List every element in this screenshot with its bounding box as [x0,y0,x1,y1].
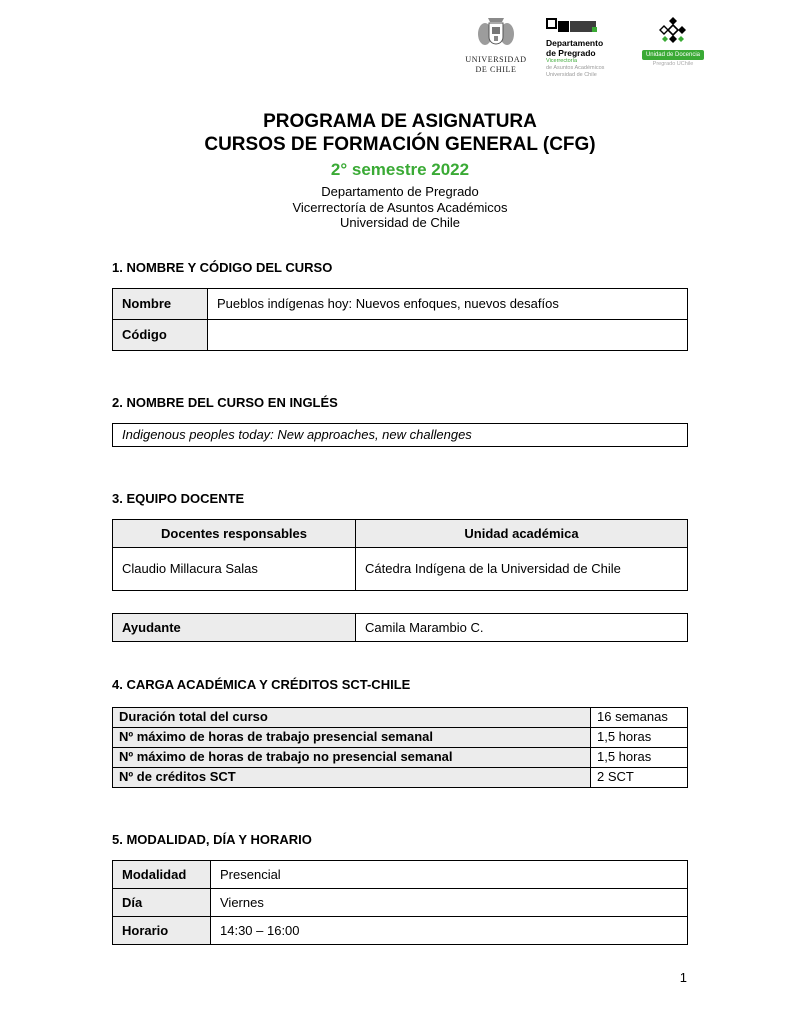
table-row [113,747,688,767]
assistant-label: Ayudante [113,613,356,641]
pregrado-logo [546,14,626,79]
pregrado-logo-sub1: Vicerrectoría [546,58,578,64]
row-label-creditos: Nº de créditos SCT [113,767,591,787]
row-value-modalidad: Presencial [211,860,688,888]
docencia-logo [640,14,706,68]
english-name-value: Indigenous peoples today: New approaches, new challenges [113,423,688,446]
course-name-code-table [112,288,688,351]
table-row [113,888,688,916]
row-value-creditos: 2 SCT [591,767,688,787]
docencia-diamonds-icon [655,16,691,48]
table-row [113,860,688,888]
uchile-crest-icon [475,14,517,52]
docencia-logo-badge: Unidad de Docencia [642,50,704,60]
section-4-heading: 4. CARGA ACADÉMICA Y CRÉDITOS SCT-CHILE [112,676,411,692]
document-title-line2: CURSOS DE FORMACIÓN GENERAL (CFG) [204,134,596,155]
subtitle-university: Universidad de Chile [340,215,460,230]
row-label-nombre: Nombre [113,288,208,319]
row-label-horario: Horario [113,916,211,944]
uchile-logo-text: UNIVERSIDAD DE CHILE [465,55,527,74]
pregrado-logo-sub2: de Asuntos Académicos [546,65,605,71]
section-5-heading: 5. MODALIDAD, DÍA Y HORARIO [112,831,312,847]
header-logos [460,14,706,79]
pregrado-logo-sub3: Universidad de Chile [546,72,597,78]
english-name-table [112,423,688,447]
row-value-codigo [208,319,688,350]
row-value-presencial: 1,5 horas [591,727,688,747]
row-label-presencial: Nº máximo de horas de trabajo presencial semanal [113,727,591,747]
row-value-duracion: 16 semanas [591,707,688,727]
table-row [113,319,688,350]
column-header-unidad: Unidad académica [356,519,688,547]
section-2-heading: 2. NOMBRE DEL CURSO EN INGLÉS [112,394,338,410]
row-value-nombre: Pueblos indígenas hoy: Nuevos enfoques, nuevos desafíos [208,288,688,319]
row-label-duracion: Duración total del curso [113,707,591,727]
row-value-horario: 14:30 – 16:00 [211,916,688,944]
subtitle-vicerrectoria: Vicerrectoría de Asuntos Académicos [292,199,508,215]
table-row [113,613,688,641]
docente-unit: Cátedra Indígena de la Universidad de Chile [356,547,688,590]
row-value-dia: Viernes [211,888,688,916]
table-header-row [113,519,688,547]
row-label-modalidad: Modalidad [113,860,211,888]
teaching-team-table [112,519,688,591]
table-row [113,707,688,727]
column-header-docentes: Docentes responsables [113,519,356,547]
docente-name: Claudio Millacura Salas [113,547,356,590]
row-label-codigo: Código [113,319,208,350]
section-3-heading: 3. EQUIPO DOCENTE [112,490,245,506]
pregrado-logo-title: Departamento de Pregrado [546,38,604,58]
row-label-no-presencial: Nº máximo de horas de trabajo no presencial semanal [113,747,591,767]
page-number: 1 [679,970,687,985]
semester-label: 2° semestre 2022 [330,160,470,179]
docencia-logo-sub: Pregrado UChile [652,61,694,67]
table-row [113,727,688,747]
table-row [113,288,688,319]
section-1-heading: 1. NOMBRE Y CÓDIGO DEL CURSO [112,259,333,275]
assistant-table [112,613,688,642]
table-row [113,767,688,787]
row-value-no-presencial: 1,5 horas [591,747,688,767]
assistant-value: Camila Marambio C. [356,613,688,641]
table-row [113,547,688,590]
table-row [113,916,688,944]
academic-load-table [112,707,688,788]
table-row [113,423,688,446]
schedule-table [112,860,688,945]
pregrado-cubes-icon [546,18,597,36]
row-label-dia: Día [113,888,211,916]
uchile-logo [460,14,532,74]
document-title-line1: PROGRAMA DE ASIGNATURA [263,111,537,132]
subtitle-department: Departamento de Pregrado [321,184,479,199]
